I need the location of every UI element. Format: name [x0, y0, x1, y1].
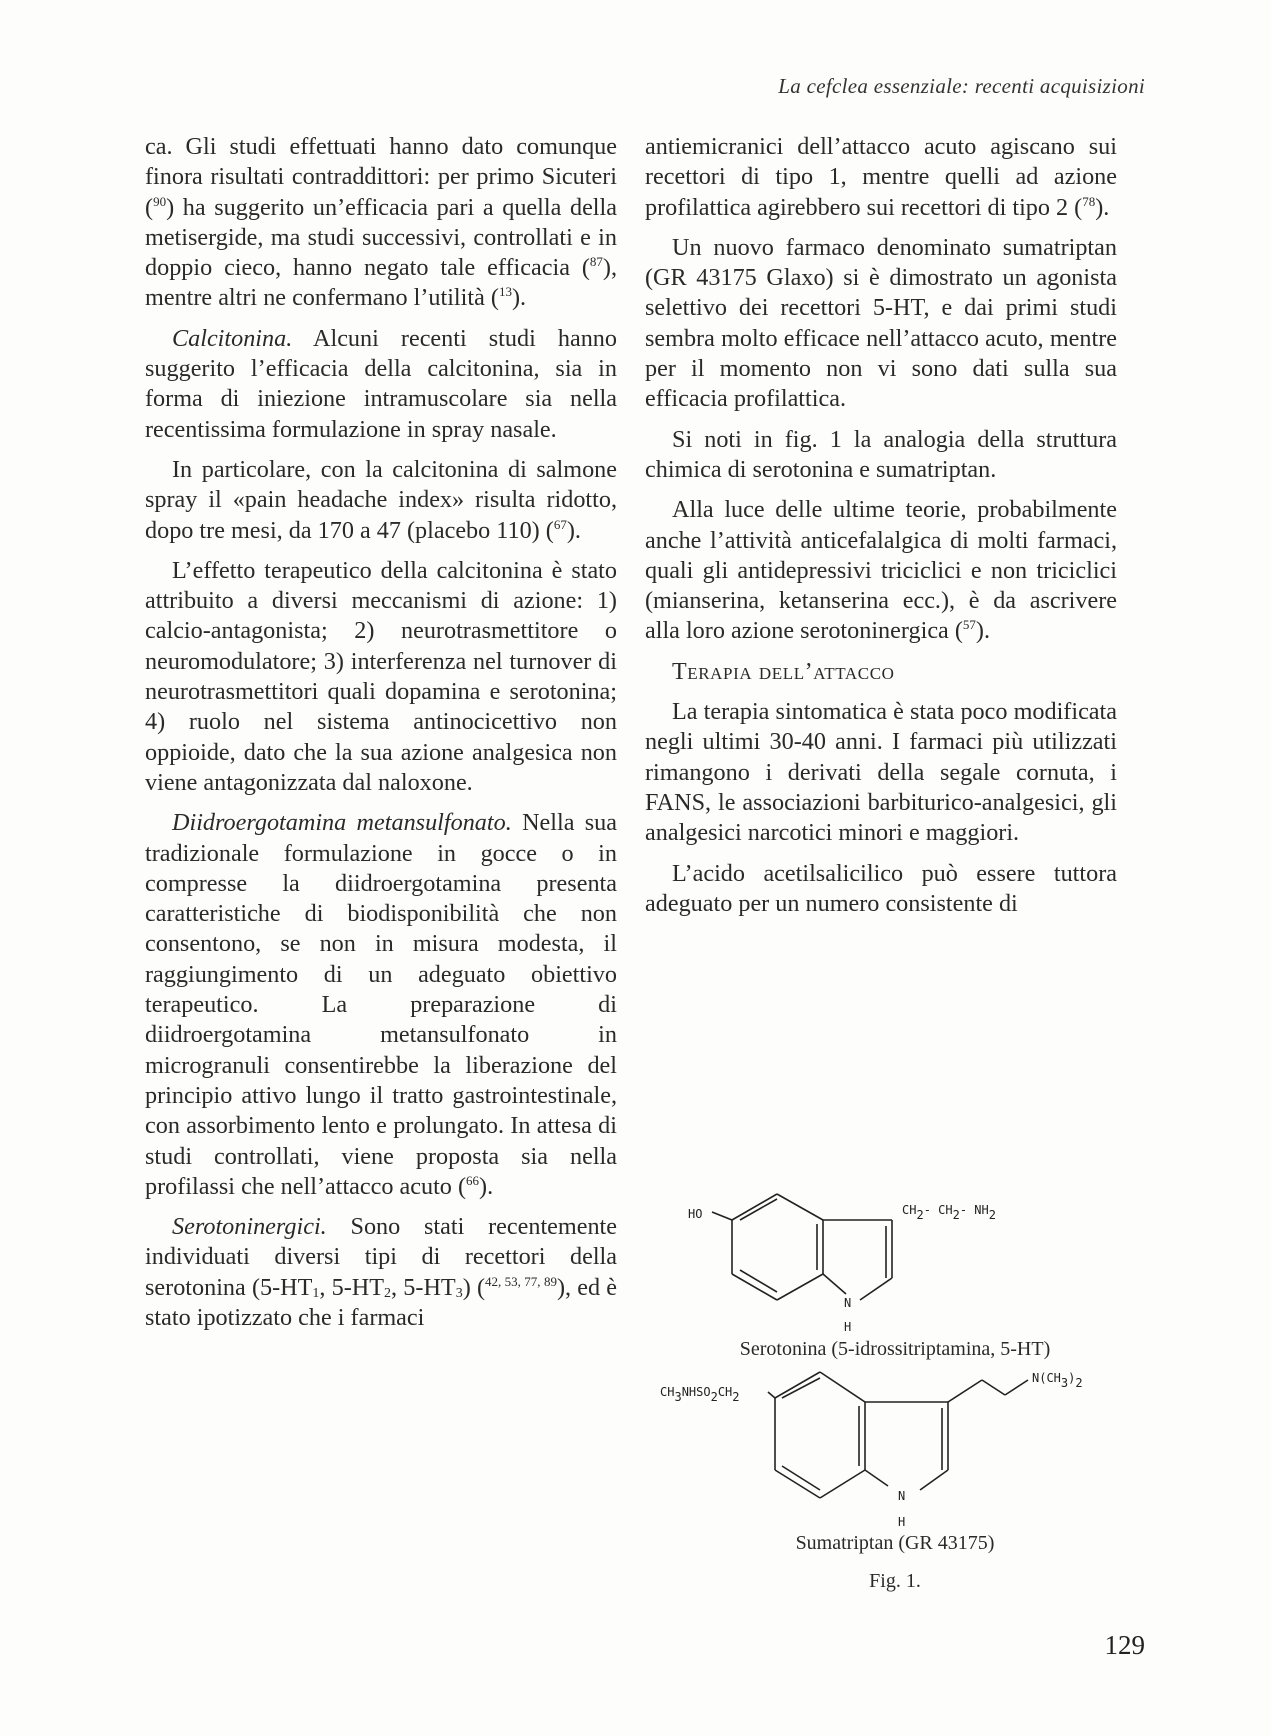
citation: 90	[153, 193, 167, 209]
citation: 57	[962, 617, 976, 633]
paragraph: Alla luce delle ultime teorie, probabilmente anche l’attività anticefalalgica di molti farmaci, quali gli antidepressivi triciclici e non triciclici (mianserina, ketanserina ecc.), è da ascrivere alla loro azione serotoninergica ($^{57}$).	[645, 496, 1117, 645]
nitrogen-label: N	[898, 1489, 906, 1503]
paragraph: ca. Gli studi effettuati hanno dato comunque finora risultati contraddittori: per primo Sicuteri ($^{90}$) ha suggerito un’efficacia pari a quella della metisergide, ma studi successivi, controllati e in doppio cieco, hanno negato tale efficacia ($^{87}$), mentre altri ne confermano l’utilità ($^{13}$).	[145, 133, 617, 312]
citation: 42, 53, 77, 89	[485, 1273, 557, 1289]
citation: 78	[1082, 193, 1096, 209]
citation: 67	[553, 516, 567, 532]
citation: 13	[498, 284, 512, 300]
paragraph: L’acido acetilsalicilico può essere tuttora adeguato per un numero consistente di	[645, 859, 1117, 917]
run-in-heading: Diidroergotamina metansulfonato.	[172, 809, 512, 837]
methanesulfonamide-label: CH3NHSO2CH2	[660, 1385, 740, 1404]
paragraph: In particolare, con la calcitonina di salmone spray il «pain headache index» risulta ridotto, dopo tre mesi, da 170 a 47 (placebo 110) ($^{67}$).	[145, 455, 617, 544]
figure-1	[660, 1180, 1130, 1600]
dimethylamine-label: N(CH3)2	[1032, 1371, 1083, 1390]
page-number: 129	[1104, 1630, 1145, 1660]
paragraph: Calcitonina. Alcuni recenti studi hanno suggerito l’efficacia della calcitonina, sia in forma di iniezione intramuscolare sia nella recentissima formulazione in spray nasale.	[145, 324, 617, 443]
paragraph: L’effetto terapeutico della calcitonina è stato attribuito a diversi meccanismi di azione: 1) calcio-antagonista; 2) neurotrasmettitore o neuromodulatore; 3) interferenza nel turnover di neurotrasmettitori quali dopamina e serotonina; 4) ruolo nel sistema antinocicettivo non oppioide, dato che la sua azione analgesica non viene antagonizzata dal naloxone.	[145, 556, 617, 796]
hydroxyl-label: HO	[688, 1207, 703, 1221]
section-heading: Terapia dell’attacco	[672, 658, 895, 685]
ethylamine-chain-label: CH2- CH2- NH2	[902, 1203, 996, 1222]
run-in-heading: Serotoninergici.	[172, 1213, 327, 1241]
hydrogen-label: H	[844, 1320, 852, 1334]
paragraph: Serotoninergici. Sono stati recentemente individuati diversi tipi di recettori della serotonina ($5-HT_1$, $5-HT_2$, $5-HT_3$) ($^{42, 53, 77, 89}$), ed è stato ipotizzato che i farmaci	[145, 1213, 618, 1331]
right-column	[645, 132, 1117, 929]
sumatriptan-caption: Sumatriptan (GR 43175)	[795, 1532, 995, 1554]
paragraph: La terapia sintomatica è stata poco modificata negli ultimi 30-40 anni. I farmaci più utilizzati rimangono i derivati della segale cornuta, i FANS, le associazioni barbiturico-analgesici, gli analgesici narcotici minori e maggiori.	[645, 698, 1117, 847]
serotonin-structure	[712, 1194, 892, 1300]
nitrogen-label: N	[844, 1296, 852, 1310]
run-in-heading: Calcitonina.	[172, 324, 293, 352]
running-head: La cefclea essenziale: recenti acquisizioni	[778, 74, 1145, 98]
hydrogen-label: H	[898, 1515, 906, 1529]
figure-label: Fig. 1.	[869, 1570, 921, 1592]
paragraph: Diidroergotamina metansulfonato. Nella sua tradizionale formulazione in gocce o in compresse la diidroergotamina presenta caratteristiche di biodisponibilità che non consentono, se non in misura modesta, il raggiungimento di un adeguato obiettivo terapeutico. La preparazione di diidroergotamina metansulfonato in microgranuli consentirebbe la liberazione del principio attivo lungo il tratto gastrointestinale, con assorbimento lento e prolungato. In attesa di studi controllati, viene proposta sia nella profilassi che nell’attacco acuto ($^{66}$).	[145, 809, 617, 1200]
left-column	[145, 132, 617, 1343]
serotonin-caption: Serotonina (5-idrossitriptamina, 5-HT)	[739, 1338, 1051, 1360]
paragraph: antiemicranici dell’attacco acuto agiscano sui recettori di tipo 1, mentre quelli ad azione profilattica agirebbero sui recettori di tipo 2 ($^{78}$).	[645, 133, 1117, 221]
paragraph: Un nuovo farmaco denominato sumatriptan (GR 43175 Glaxo) si è dimostrato un agonista selettivo dei recettori 5-HT, e dai primi studi sembra molto efficace nell’attacco acuto, mentre per il momento non vi sono dati sulla sua efficacia profilattica.	[645, 233, 1117, 413]
citation: 87	[589, 254, 603, 270]
paragraph: Si noti in fig. 1 la analogia della struttura chimica di serotonina e sumatriptan.	[645, 425, 1117, 483]
sumatriptan-structure	[768, 1372, 1028, 1498]
citation: 66	[466, 1172, 480, 1188]
